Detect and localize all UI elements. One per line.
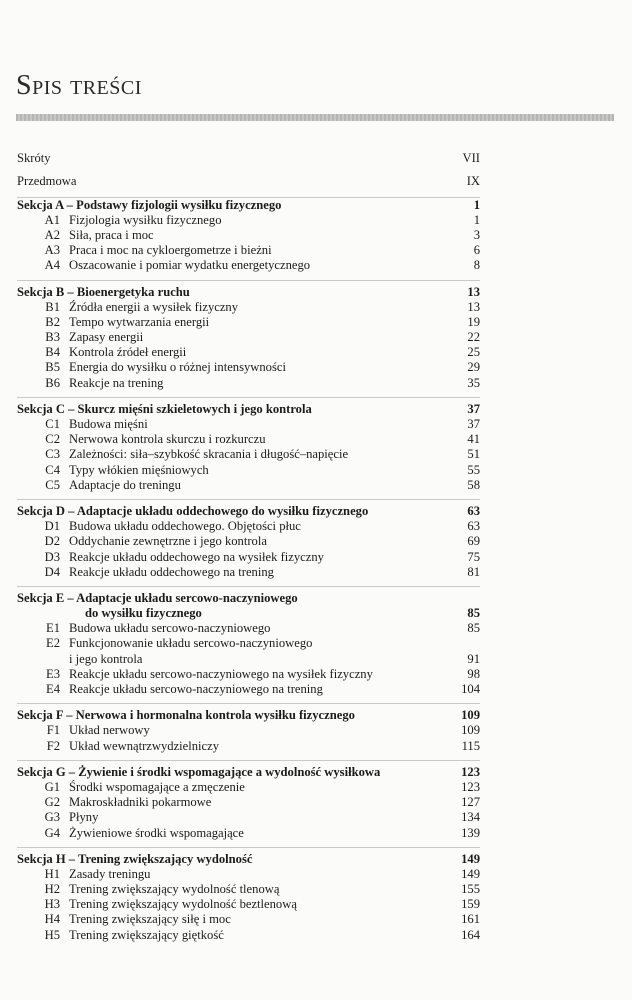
toc-section bbox=[17, 280, 480, 391]
chapter-code: H1 bbox=[44, 866, 60, 881]
chapter-code: D2 bbox=[44, 534, 60, 549]
toc-section bbox=[17, 397, 480, 493]
chapter-entry[interactable] bbox=[17, 723, 480, 738]
chapter-title: C5 Adaptacje do treningu bbox=[17, 478, 440, 493]
chapter-title: C1 Budowa mięśni bbox=[17, 417, 440, 432]
chapter-code: H3 bbox=[44, 897, 60, 912]
chapter-entry[interactable] bbox=[17, 432, 480, 447]
chapter-line bbox=[17, 912, 480, 927]
chapter-entry[interactable] bbox=[17, 360, 480, 375]
chapter-code: C5 bbox=[45, 477, 60, 492]
chapter-page: 127 bbox=[461, 795, 480, 810]
chapter-title: D1 Budowa układu oddechowego. Objętości płuc bbox=[17, 519, 440, 534]
chapter-title: A1 Fizjologia wysiłku fizycznego bbox=[17, 213, 440, 228]
chapter-line bbox=[17, 315, 480, 330]
section-title: do wysiłku fizycznego bbox=[85, 606, 202, 621]
chapter-title: D4 Reakcje układu oddechowego na trening bbox=[17, 565, 440, 580]
chapter-code: A3 bbox=[44, 243, 60, 258]
section-title: Sekcja D – Adaptacje układu oddechowego do wysiłku fizycznego bbox=[17, 503, 369, 518]
chapter-title: F1 Układ nerwowy bbox=[17, 723, 440, 738]
chapter-title: B5 Energia do wysiłku o różnej intensywności bbox=[17, 360, 440, 375]
chapter-entry[interactable] bbox=[17, 463, 480, 478]
chapter-code: B3 bbox=[45, 330, 60, 345]
chapter-title: E2 Funkcjonowanie układu sercowo-naczyniowego bbox=[17, 636, 440, 651]
chapter-page bbox=[440, 636, 480, 651]
chapter-code: H4 bbox=[44, 912, 60, 927]
table-of-contents bbox=[17, 151, 480, 949]
toc-section bbox=[17, 586, 480, 697]
chapter-line bbox=[17, 550, 480, 565]
chapter-code: E4 bbox=[46, 682, 60, 696]
chapter-page: 55 bbox=[467, 462, 480, 477]
section-heading[interactable] bbox=[17, 847, 480, 867]
chapter-line bbox=[17, 682, 480, 697]
chapter-line bbox=[17, 723, 480, 738]
chapter-code: D3 bbox=[44, 549, 60, 564]
chapter-page: 159 bbox=[461, 897, 480, 912]
section-heading[interactable] bbox=[17, 397, 480, 417]
section-title: Sekcja A – Podstawy fizjologii wysiłku fizycznego bbox=[17, 197, 282, 212]
chapter-page: 164 bbox=[461, 927, 480, 942]
chapter-entry[interactable] bbox=[17, 826, 480, 841]
toc-entry-page: VII bbox=[462, 151, 480, 165]
chapter-title: H4 Trening zwiększający siłę i moc bbox=[17, 912, 440, 927]
chapter-line bbox=[17, 810, 480, 825]
chapter-line bbox=[17, 897, 480, 912]
section-page: 1 bbox=[473, 197, 480, 212]
chapter-line bbox=[17, 345, 480, 360]
section-heading-line bbox=[17, 852, 480, 867]
chapter-line bbox=[17, 667, 480, 682]
chapter-page: 149 bbox=[461, 866, 480, 881]
chapter-entry[interactable] bbox=[17, 550, 480, 565]
chapter-entry[interactable] bbox=[17, 795, 480, 810]
chapter-code: B1 bbox=[45, 299, 60, 314]
chapter-entry[interactable] bbox=[17, 867, 480, 882]
section-title: Sekcja G – Żywienie i środki wspomagające a wydolność wysiłkowa bbox=[17, 764, 381, 779]
section-heading[interactable] bbox=[17, 760, 480, 780]
chapter-page: 25 bbox=[467, 345, 480, 360]
chapter-code: F1 bbox=[46, 723, 60, 738]
chapter-page: 139 bbox=[461, 825, 480, 840]
chapter-code: D4 bbox=[44, 564, 60, 579]
chapter-line bbox=[17, 417, 480, 432]
chapter-line bbox=[17, 928, 480, 943]
chapter-line bbox=[17, 478, 480, 493]
chapter-line bbox=[17, 432, 480, 447]
toc-entry[interactable] bbox=[17, 174, 480, 189]
chapter-entry[interactable] bbox=[17, 636, 480, 666]
chapter-page: 3 bbox=[473, 227, 480, 242]
chapter-page: 29 bbox=[467, 360, 480, 375]
chapter-entry[interactable] bbox=[17, 417, 480, 432]
chapter-page: 6 bbox=[473, 243, 480, 258]
chapter-title: C2 Nerwowa kontrola skurczu i rozkurczu bbox=[17, 432, 440, 447]
chapter-page: 41 bbox=[467, 432, 480, 447]
chapter-page: 155 bbox=[461, 882, 480, 897]
chapter-title: B3 Zapasy energii bbox=[17, 330, 440, 345]
chapter-entry[interactable] bbox=[17, 478, 480, 493]
section-heading[interactable] bbox=[17, 703, 480, 723]
section-title: Sekcja B – Bioenergetyka ruchu bbox=[17, 284, 190, 299]
section-page bbox=[440, 591, 480, 606]
chapter-page: 123 bbox=[461, 779, 480, 794]
chapter-code: A2 bbox=[44, 227, 60, 242]
chapter-title: D2 Oddychanie zewnętrzne i jego kontrola bbox=[17, 534, 440, 549]
chapter-page: 134 bbox=[461, 810, 480, 825]
chapter-entry[interactable] bbox=[17, 519, 480, 534]
chapter-code: B6 bbox=[45, 375, 60, 390]
chapter-line bbox=[17, 652, 480, 667]
chapter-entry[interactable] bbox=[17, 682, 480, 697]
chapter-code: H2 bbox=[44, 882, 60, 897]
chapter-title: E1 Budowa układu sercowo-naczyniowego bbox=[17, 621, 440, 636]
chapter-title: G2 Makroskładniki pokarmowe bbox=[17, 795, 440, 810]
chapter-entry[interactable] bbox=[17, 213, 480, 228]
section-heading-line bbox=[17, 765, 480, 780]
chapter-line bbox=[17, 636, 480, 651]
chapter-line bbox=[17, 867, 480, 882]
section-heading-line bbox=[17, 708, 480, 723]
chapter-page: 19 bbox=[467, 314, 480, 329]
chapter-line bbox=[17, 243, 480, 258]
section-title: Sekcja E – Adaptacje układu sercowo-naczyniowego bbox=[17, 590, 298, 605]
chapter-page: 1 bbox=[473, 212, 480, 227]
section-page: 149 bbox=[461, 851, 480, 866]
chapter-code: F2 bbox=[46, 738, 60, 753]
chapter-line bbox=[17, 780, 480, 795]
title-rule bbox=[16, 114, 614, 121]
chapter-page: 109 bbox=[461, 723, 480, 738]
chapter-page: 85 bbox=[467, 621, 480, 636]
chapter-line bbox=[17, 519, 480, 534]
chapter-entry[interactable] bbox=[17, 330, 480, 345]
chapter-line bbox=[17, 330, 480, 345]
toc-section bbox=[17, 760, 480, 841]
toc-entry-label: Przedmowa bbox=[17, 173, 77, 188]
chapter-title: G3 Płyny bbox=[17, 810, 440, 825]
chapter-line bbox=[17, 826, 480, 841]
chapter-code: C1 bbox=[45, 417, 60, 431]
section-page: 123 bbox=[461, 764, 480, 779]
chapter-line bbox=[17, 534, 480, 549]
chapter-page: 22 bbox=[467, 330, 480, 345]
chapter-line bbox=[17, 300, 480, 315]
chapter-entry[interactable] bbox=[17, 882, 480, 897]
chapter-entry[interactable] bbox=[17, 912, 480, 927]
chapter-code: B5 bbox=[45, 360, 60, 375]
chapter-entry[interactable] bbox=[17, 928, 480, 943]
chapter-code: A4 bbox=[44, 258, 60, 273]
section-heading[interactable] bbox=[17, 586, 480, 621]
chapter-title: B6 Reakcje na trening bbox=[17, 376, 440, 391]
chapter-entry[interactable] bbox=[17, 315, 480, 330]
chapter-line bbox=[17, 258, 480, 273]
chapter-entry[interactable] bbox=[17, 780, 480, 795]
section-heading[interactable] bbox=[17, 280, 480, 300]
chapter-entry[interactable] bbox=[17, 739, 480, 754]
chapter-title: C4 Typy włókien mięśniowych bbox=[17, 463, 440, 478]
chapter-page: 115 bbox=[461, 738, 480, 753]
chapter-code: G2 bbox=[44, 795, 60, 810]
chapter-code: E1 bbox=[46, 621, 60, 636]
chapter-page: 91 bbox=[467, 651, 480, 666]
toc-section bbox=[17, 703, 480, 754]
chapter-title: i jego kontrola bbox=[69, 651, 143, 666]
chapter-title: E4 Reakcje układu sercowo-naczyniowego na trening bbox=[17, 682, 440, 697]
chapter-title: E3 Reakcje układu sercowo-naczyniowego na wysiłek fizyczny bbox=[17, 667, 440, 682]
section-page: 13 bbox=[467, 284, 480, 299]
chapter-line bbox=[17, 565, 480, 580]
section-heading-line bbox=[17, 591, 480, 606]
toc-section bbox=[17, 197, 480, 274]
section-page: 85 bbox=[467, 606, 480, 621]
chapter-title: D3 Reakcje układu oddechowego na wysiłek fizyczny bbox=[17, 550, 440, 565]
chapter-page: 81 bbox=[467, 564, 480, 579]
chapter-line bbox=[17, 360, 480, 375]
section-title: Sekcja F – Nerwowa i hormonalna kontrola wysiłku fizycznego bbox=[17, 708, 355, 723]
chapter-entry[interactable] bbox=[17, 345, 480, 360]
toc-entry-label: Skróty bbox=[17, 151, 51, 165]
chapter-page: 58 bbox=[467, 477, 480, 492]
chapter-page: 51 bbox=[467, 447, 480, 462]
chapter-entry[interactable] bbox=[17, 621, 480, 636]
chapter-code: B2 bbox=[45, 314, 60, 329]
chapter-code: G3 bbox=[44, 810, 60, 825]
chapter-code: A1 bbox=[44, 212, 60, 227]
section-page: 109 bbox=[461, 708, 480, 723]
chapter-line bbox=[17, 228, 480, 243]
section-heading[interactable] bbox=[17, 499, 480, 519]
toc-entry-page: IX bbox=[466, 173, 480, 188]
chapter-entry[interactable] bbox=[17, 897, 480, 912]
chapter-page: 37 bbox=[467, 417, 480, 431]
chapter-page: 75 bbox=[467, 549, 480, 564]
toc-entry[interactable] bbox=[17, 151, 480, 166]
chapter-entry[interactable] bbox=[17, 243, 480, 258]
section-title: Sekcja H – Trening zwiększający wydolność bbox=[17, 851, 253, 866]
chapter-entry[interactable] bbox=[17, 667, 480, 682]
chapter-title: F2 Układ wewnątrzwydzielniczy bbox=[17, 739, 440, 754]
chapter-entry[interactable] bbox=[17, 258, 480, 273]
toc-section bbox=[17, 499, 480, 580]
chapter-entry[interactable] bbox=[17, 228, 480, 243]
section-page: 63 bbox=[467, 503, 480, 518]
chapter-title: H2 Trening zwiększający wydolność tlenową bbox=[17, 882, 440, 897]
chapter-title: H3 Trening zwiększający wydolność beztlenową bbox=[17, 897, 440, 912]
chapter-title: G1 Środki wspomagające a zmęczenie bbox=[17, 780, 440, 795]
chapter-line bbox=[17, 882, 480, 897]
chapter-title: A3 Praca i moc na cykloergometrze i bieżni bbox=[17, 243, 440, 258]
chapter-code: H5 bbox=[44, 927, 60, 942]
chapter-entry[interactable] bbox=[17, 300, 480, 315]
chapter-line bbox=[17, 739, 480, 754]
chapter-line bbox=[17, 213, 480, 228]
section-title: Sekcja C – Skurcz mięśni szkieletowych i jego kontrola bbox=[17, 401, 312, 416]
chapter-code: C4 bbox=[45, 462, 60, 477]
chapter-code: E2 bbox=[46, 636, 60, 651]
chapter-line bbox=[17, 463, 480, 478]
chapter-line bbox=[17, 795, 480, 810]
chapter-line bbox=[17, 376, 480, 391]
chapter-code: B4 bbox=[45, 345, 60, 360]
chapter-title: A2 Siła, praca i moc bbox=[17, 228, 440, 243]
chapter-line bbox=[17, 447, 480, 462]
chapter-title: B1 Źródła energii a wysiłek fizyczny bbox=[17, 300, 440, 315]
chapter-entry[interactable] bbox=[17, 447, 480, 462]
chapter-page: 8 bbox=[473, 258, 480, 273]
chapter-page: 104 bbox=[461, 682, 480, 696]
section-heading-line bbox=[17, 504, 480, 519]
chapter-entry[interactable] bbox=[17, 565, 480, 580]
chapter-title: B4 Kontrola źródeł energii bbox=[17, 345, 440, 360]
section-heading-line bbox=[17, 285, 480, 300]
section-heading-line bbox=[17, 198, 480, 213]
chapter-code: D1 bbox=[44, 519, 60, 534]
chapter-entry[interactable] bbox=[17, 534, 480, 549]
chapter-code: E3 bbox=[46, 666, 60, 681]
chapter-code: G4 bbox=[44, 825, 60, 840]
section-heading-line bbox=[17, 606, 480, 621]
chapter-title: B2 Tempo wytwarzania energii bbox=[17, 315, 440, 330]
chapter-code: C3 bbox=[45, 447, 60, 462]
chapter-page: 63 bbox=[467, 519, 480, 534]
chapter-page: 98 bbox=[467, 666, 480, 681]
chapter-title: A4 Oszacowanie i pomiar wydatku energetycznego bbox=[17, 258, 440, 273]
chapter-code: C2 bbox=[45, 432, 60, 447]
chapter-title: H1 Zasady treningu bbox=[17, 867, 440, 882]
chapter-page: 161 bbox=[461, 912, 480, 927]
chapter-page: 35 bbox=[467, 375, 480, 390]
chapter-title: C3 Zależności: siła–szybkość skracania i długość–napięcie bbox=[17, 447, 440, 462]
chapter-page: 69 bbox=[467, 534, 480, 549]
chapter-code: G1 bbox=[44, 779, 60, 794]
chapter-page: 13 bbox=[467, 299, 480, 314]
page-title: Spis treści bbox=[16, 70, 142, 101]
toc-section bbox=[17, 847, 480, 943]
chapter-entry[interactable] bbox=[17, 376, 480, 391]
chapter-title: G4 Żywieniowe środki wspomagające bbox=[17, 826, 440, 841]
section-heading-line bbox=[17, 402, 480, 417]
section-heading[interactable] bbox=[17, 197, 480, 213]
chapter-line bbox=[17, 621, 480, 636]
chapter-title: H5 Trening zwiększający giętkość bbox=[17, 928, 440, 943]
section-page: 37 bbox=[467, 401, 480, 416]
chapter-entry[interactable] bbox=[17, 810, 480, 825]
